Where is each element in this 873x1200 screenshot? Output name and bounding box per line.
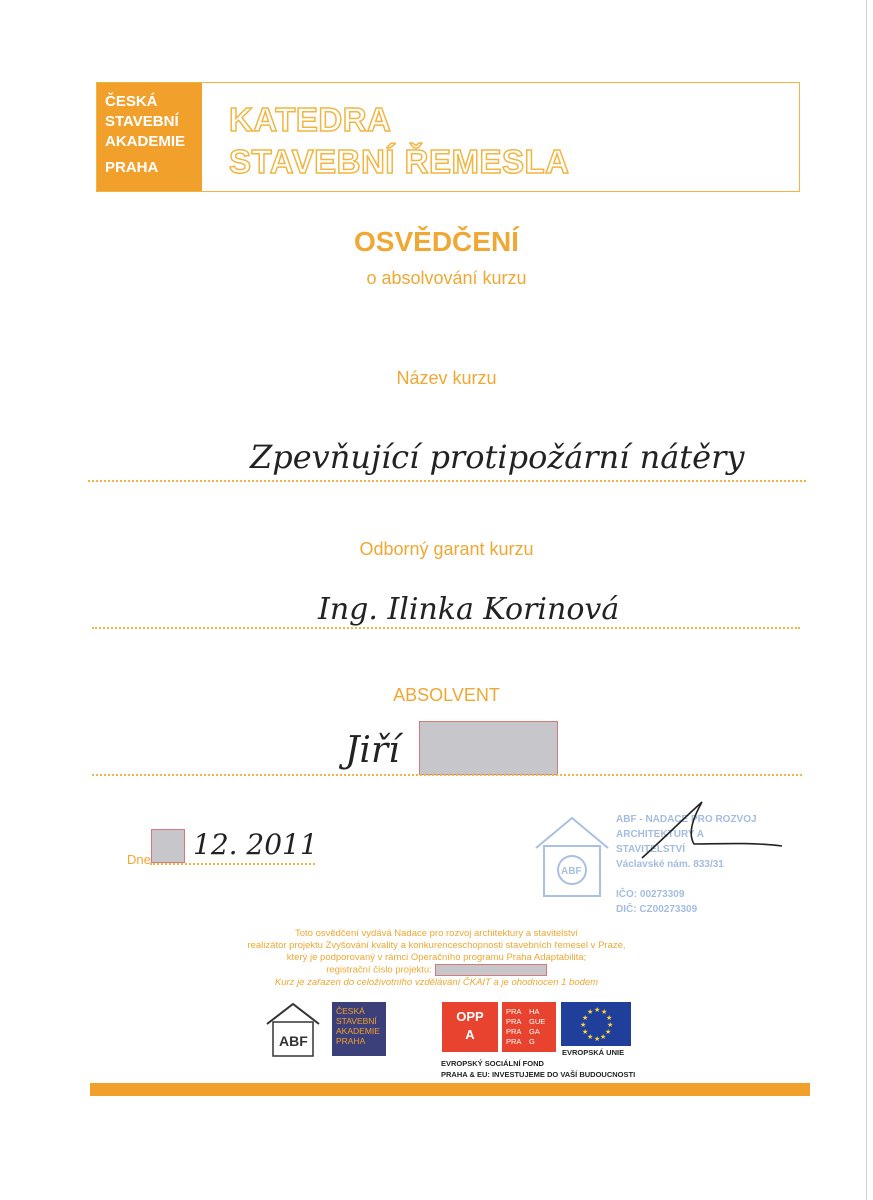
footer-line: který je podporovaný v rámci Operačního programu Praha Adaptabilita; <box>286 952 587 963</box>
footer-text <box>0 928 873 989</box>
signature-mark <box>622 800 873 860</box>
date-label: Dne <box>127 852 151 867</box>
page-edge <box>866 0 867 1200</box>
praha-logo-cell: PRA <box>506 1017 522 1026</box>
praha-logo-cell: GUE <box>529 1017 546 1026</box>
svg-text:★: ★ <box>600 1033 607 1041</box>
graduate-first-name-handwritten: Jiří <box>345 730 400 771</box>
abf-logo <box>265 1002 321 1058</box>
praha-logo-cell: PRA <box>506 1037 522 1046</box>
organization-stamp <box>532 808 772 915</box>
praha-logo <box>502 1002 556 1052</box>
date-value-handwritten: 12. 2011 <box>193 828 318 861</box>
csa-logo <box>332 1002 386 1056</box>
course-dotted-line <box>88 480 806 482</box>
stamp-line: DIČ: CZ00273309 <box>616 904 698 915</box>
guarantor-dotted-line <box>92 627 800 629</box>
institution-line: AKADEMIE <box>105 133 186 150</box>
svg-text:★: ★ <box>582 1028 589 1036</box>
department-title-line: STAVEBNÍ ŘEMESLA <box>229 143 570 180</box>
stamp-line: IČO: 00273309 <box>616 889 685 900</box>
department-title <box>229 99 569 183</box>
date-dotted-line <box>150 863 315 865</box>
eu-flag-logo <box>561 1002 631 1046</box>
praha-logo-cell: G <box>529 1037 535 1046</box>
praha-logo-cell: PRA <box>506 1007 522 1016</box>
redacted-registration-number <box>435 964 547 976</box>
stamp-line: ARCHITEKTURY A STAVITELSTVÍ <box>616 829 704 855</box>
certificate-title: OSVĚDČENÍ <box>354 226 519 257</box>
svg-text:★: ★ <box>587 1033 594 1041</box>
csa-logo-line: STAVEBNÍ <box>336 1016 377 1026</box>
redacted-day <box>151 829 185 863</box>
course-label: Název kurzu <box>396 368 497 388</box>
praha-logo-cell: PRA <box>506 1027 522 1036</box>
guarantor-value-handwritten: Ing. Ilinka Korinová <box>318 592 620 627</box>
institution-line: ČESKÁ <box>105 93 158 110</box>
csa-logo-line: ČESKÁ <box>336 1006 365 1016</box>
svg-text:★: ★ <box>580 1021 587 1029</box>
svg-text:ABF: ABF <box>561 866 582 877</box>
eu-label: EVROPSKÁ UNIE <box>562 1048 625 1057</box>
bottom-accent-bar <box>90 1083 810 1096</box>
praha-logo-cell: GA <box>529 1027 540 1036</box>
footer-italic-line: Kurz je zařazen do celoživotního vzdělávání ČKAIT a je ohodnocen 1 bodem <box>274 976 599 988</box>
svg-text:★: ★ <box>582 1014 589 1022</box>
department-title-line: KATEDRA <box>229 101 392 138</box>
institution-block <box>97 83 202 191</box>
guarantor-label: Odborný garant kurzu <box>359 539 534 559</box>
esf-label <box>441 1058 635 1080</box>
esf-line: EVROPSKÝ SOCIÁLNÍ FOND <box>441 1059 544 1068</box>
svg-text:★: ★ <box>594 1035 601 1043</box>
csa-logo-line: PRAHA <box>336 1036 366 1046</box>
oppa-logo-line: OPP <box>456 1009 484 1024</box>
eu-stars-icon <box>561 1002 631 1046</box>
registration-label: registrační číslo projektu: <box>326 964 432 976</box>
stamp-line <box>616 872 772 887</box>
svg-text:★: ★ <box>601 1008 608 1016</box>
esf-line: PRAHA & EU: INVESTUJEME DO VAŠÍ BUDOUCNOSTI <box>441 1070 636 1079</box>
svg-text:★: ★ <box>606 1014 613 1022</box>
stamp-house-icon <box>532 812 612 902</box>
praha-logo-cell: HA <box>529 1007 540 1016</box>
redacted-surname <box>419 721 558 775</box>
oppa-logo-line: A <box>465 1027 475 1042</box>
svg-text:ABF: ABF <box>279 1033 308 1049</box>
institution-line: STAVEBNÍ <box>105 113 179 130</box>
graduate-label: ABSOLVENT <box>393 685 500 705</box>
csa-logo-line: AKADEMIE <box>336 1026 380 1036</box>
institution-line: PRAHA <box>105 159 159 176</box>
footer-line: Toto osvědčení vydává Nadace pro rozvoj architektury a stavitelství <box>294 928 579 939</box>
stamp-line: ABF - NADACE PRO ROZVOJ <box>616 814 757 825</box>
svg-text:★: ★ <box>594 1006 601 1014</box>
graduate-dotted-line <box>92 774 802 776</box>
svg-text:★: ★ <box>607 1021 614 1029</box>
svg-text:★: ★ <box>587 1008 594 1016</box>
certificate-subtitle: o absolvování kurzu <box>366 268 527 288</box>
oppa-logo <box>442 1002 498 1052</box>
footer-line <box>0 964 873 977</box>
course-value-handwritten: Zpevňující protipožární nátěry <box>250 438 745 476</box>
footer-line: realizátor projektu Zvyšování kvality a konkurenceschopnosti stavebních řemesel v Praze, <box>247 940 626 951</box>
header-banner <box>96 82 800 192</box>
stamp-line: Václavské nám. 833/31 <box>616 859 724 870</box>
svg-text:★: ★ <box>605 1028 612 1036</box>
